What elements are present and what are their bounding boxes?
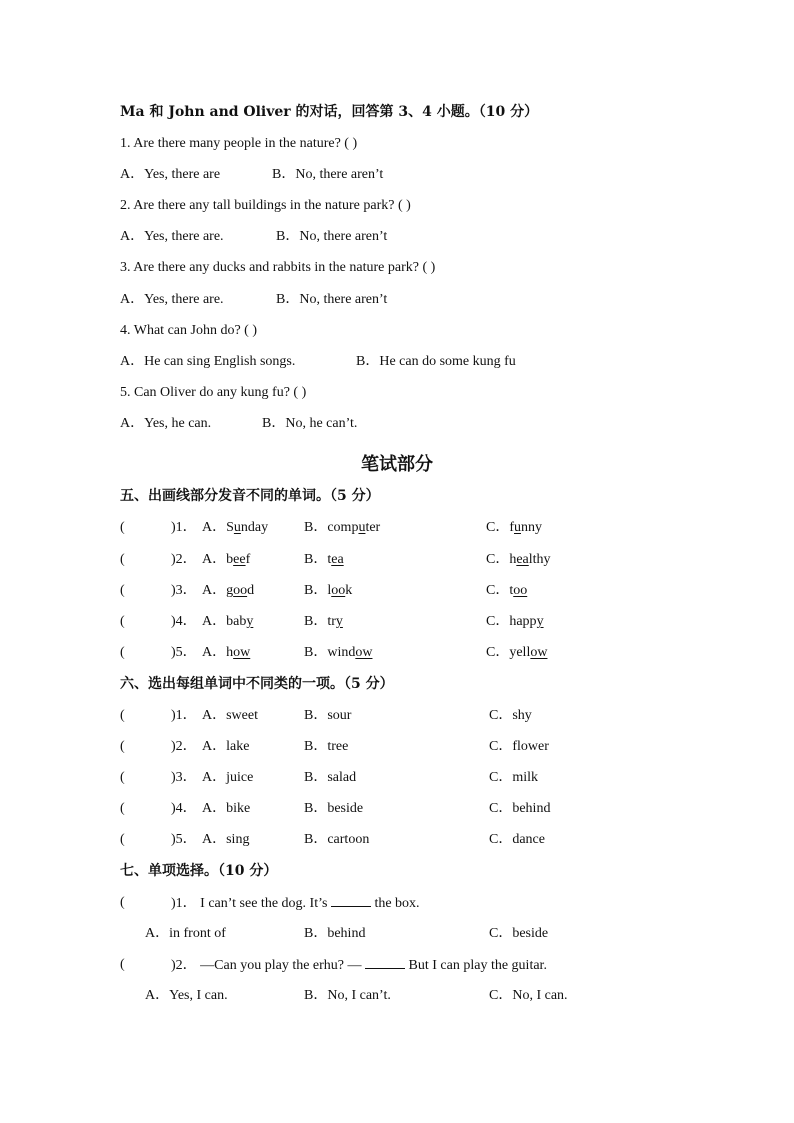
written-section-title: 笔试部分 xyxy=(361,454,433,475)
s5-option-a-pre: A．b xyxy=(202,552,234,567)
s5-option-a-post: f xyxy=(245,552,251,567)
s5-option-b-underlined: ea xyxy=(331,552,344,567)
s5-option-b-underlined: oo xyxy=(331,583,346,598)
question-4: 4. What can John do? ( ) xyxy=(120,323,257,338)
s7-q2-blank xyxy=(365,956,405,969)
item-number: )2． xyxy=(171,739,197,754)
s5-option-b xyxy=(304,519,380,537)
s5-option-b xyxy=(304,613,343,631)
s5-option-a-pre: A．g xyxy=(202,583,234,598)
q2-option-b: B．No, there aren’t xyxy=(276,229,388,244)
s5-option-c-pre: C．happ xyxy=(486,614,537,629)
s5-option-b-pre: B．t xyxy=(304,552,332,567)
s5-option-a-underlined: y xyxy=(246,614,254,629)
s5-option-b-underlined: ow xyxy=(355,645,373,660)
section6-header: 六、选出每组单词中不同类的一项。（5 分） xyxy=(120,676,394,692)
q3-option-b: B．No, there aren’t xyxy=(276,292,388,307)
s5-option-a-post: d xyxy=(247,583,255,598)
s5-option-a-pre: A．S xyxy=(202,520,234,535)
q2-option-a: A．Yes, there are. xyxy=(120,229,224,244)
s5-option-c-underlined: oo xyxy=(513,583,528,598)
s5-option-c-pre: C．h xyxy=(486,552,517,567)
s5-option-a xyxy=(202,551,250,569)
s6-option-b: B．sour xyxy=(304,708,352,723)
s5-option-a-underlined: ee xyxy=(233,552,246,567)
s6-option-a: A．sweet xyxy=(202,708,258,723)
answer-paren: ( xyxy=(120,832,125,847)
s5-option-a xyxy=(202,644,250,662)
s5-option-b-underlined: u xyxy=(358,520,366,535)
s7-q2-after: But I can play the guitar. xyxy=(408,958,547,973)
s7-q1-before: I can’t see the dog. It’s xyxy=(200,896,328,911)
s5-option-b xyxy=(304,582,352,600)
s5-option-a-pre: A．h xyxy=(202,645,234,660)
item-number: )3． xyxy=(171,770,197,785)
item-number: )3． xyxy=(171,583,197,598)
s5-option-b-pre: B．comp xyxy=(304,520,359,535)
item-number: )1． xyxy=(171,708,197,723)
s5-option-c-underlined: ea xyxy=(516,552,529,567)
s7-q1-num: )1． xyxy=(171,896,197,911)
q5-option-a: A．Yes, he can. xyxy=(120,416,212,431)
s5-option-c-pre: C．yell xyxy=(486,645,531,660)
answer-paren: ( xyxy=(120,895,125,910)
s5-option-b xyxy=(304,644,372,662)
q1-option-b: B．No, there aren’t xyxy=(272,167,384,182)
s5-option-c-post: nny xyxy=(521,520,542,535)
answer-paren: ( xyxy=(120,708,125,723)
item-number: )1． xyxy=(171,520,197,535)
s6-option-a: A．bike xyxy=(202,801,251,816)
answer-paren: ( xyxy=(120,583,125,598)
q4-option-a: A．He can sing English songs. xyxy=(120,354,296,369)
s5-option-a xyxy=(202,613,253,631)
s5-option-a-underlined: oo xyxy=(233,583,248,598)
s5-option-c xyxy=(486,551,551,569)
s6-option-b: B．salad xyxy=(304,770,357,785)
q5-option-b: B．No, he can’t. xyxy=(262,416,358,431)
s7-q1-option-b: B．behind xyxy=(304,926,366,941)
s7-q2 xyxy=(171,956,547,975)
item-number: )4． xyxy=(171,614,197,629)
s6-option-c: C．behind xyxy=(489,801,551,816)
s7-q1-after: the box. xyxy=(374,896,420,911)
s5-option-c-underlined: y xyxy=(536,614,544,629)
s5-option-c-post: lthy xyxy=(528,552,551,567)
answer-paren: ( xyxy=(120,957,125,972)
s5-option-a-underlined: ow xyxy=(233,645,251,660)
answer-paren: ( xyxy=(120,739,125,754)
answer-paren: ( xyxy=(120,770,125,785)
s5-option-c xyxy=(486,519,542,537)
s7-q1-blank xyxy=(331,894,371,907)
s7-q2-option-b: B．No, I can’t. xyxy=(304,988,391,1003)
answer-paren: ( xyxy=(120,552,125,567)
s5-option-b xyxy=(304,551,344,569)
s5-option-c-underlined: u xyxy=(514,520,521,535)
question-5: 5. Can Oliver do any kung fu? ( ) xyxy=(120,385,307,400)
s7-q2-option-c: C．No, I can. xyxy=(489,988,568,1003)
s5-option-c-pre: C．f xyxy=(486,520,514,535)
s5-option-c-pre: C．t xyxy=(486,583,514,598)
s7-q2-num: )2． xyxy=(171,958,197,973)
question-1: 1. Are there many people in the nature? ( ) xyxy=(120,136,358,151)
answer-paren: ( xyxy=(120,645,125,660)
s7-q1 xyxy=(171,894,420,913)
s6-option-c: C．shy xyxy=(489,708,532,723)
question-2: 2. Are there any tall buildings in the nature park? ( ) xyxy=(120,198,411,213)
s6-option-b: B．tree xyxy=(304,739,349,754)
item-number: )5． xyxy=(171,645,197,660)
s7-q1-option-a: A．in front of xyxy=(145,926,226,941)
s5-option-a-post: nday xyxy=(240,520,269,535)
s5-option-c xyxy=(486,644,547,662)
s7-q2-before: —Can you play the erhu? — xyxy=(200,958,362,973)
s5-option-b-post: ter xyxy=(365,520,381,535)
q4-option-b: B．He can do some kung fu xyxy=(356,354,516,369)
s5-option-a-underlined: u xyxy=(233,520,241,535)
s6-option-a: A．lake xyxy=(202,739,250,754)
item-number: )4． xyxy=(171,801,197,816)
answer-paren: ( xyxy=(120,520,125,535)
s5-option-a xyxy=(202,582,254,600)
s6-option-c: C．dance xyxy=(489,832,545,847)
s6-option-a: A．juice xyxy=(202,770,254,785)
s6-option-b: B．cartoon xyxy=(304,832,370,847)
listening-header: Ma 和 John and Oliver 的对话，回答第 3、4 小题。（10 分） xyxy=(120,104,539,120)
section5-header: 五、出画线部分发音不同的单词。（5 分） xyxy=(120,488,380,504)
s6-option-a: A．sing xyxy=(202,832,250,847)
s5-option-b-pre: B．wind xyxy=(304,645,356,660)
s7-q1-option-c: C．beside xyxy=(489,926,549,941)
s5-option-c xyxy=(486,613,544,631)
q3-option-a: A．Yes, there are. xyxy=(120,292,224,307)
s5-option-c-underlined: ow xyxy=(530,645,548,660)
q1-option-a: A．Yes, there are xyxy=(120,167,221,182)
item-number: )5． xyxy=(171,832,197,847)
s5-option-c xyxy=(486,582,527,600)
answer-paren: ( xyxy=(120,614,125,629)
s6-option-b: B．beside xyxy=(304,801,364,816)
s7-q2-option-a: A．Yes, I can. xyxy=(145,988,228,1003)
s5-option-a-pre: A．bab xyxy=(202,614,247,629)
item-number: )2． xyxy=(171,552,197,567)
s6-option-c: C．flower xyxy=(489,739,549,754)
s5-option-b-underlined: y xyxy=(335,614,343,629)
section7-header: 七、单项选择。（10 分） xyxy=(120,863,278,879)
s5-option-a xyxy=(202,519,268,537)
s5-option-b-pre: B．l xyxy=(304,583,332,598)
s6-option-c: C．milk xyxy=(489,770,539,785)
question-3: 3. Are there any ducks and rabbits in the nature park? ( ) xyxy=(120,260,436,275)
s5-option-b-post: k xyxy=(345,583,353,598)
answer-paren: ( xyxy=(120,801,125,816)
s5-option-b-pre: B．tr xyxy=(304,614,336,629)
